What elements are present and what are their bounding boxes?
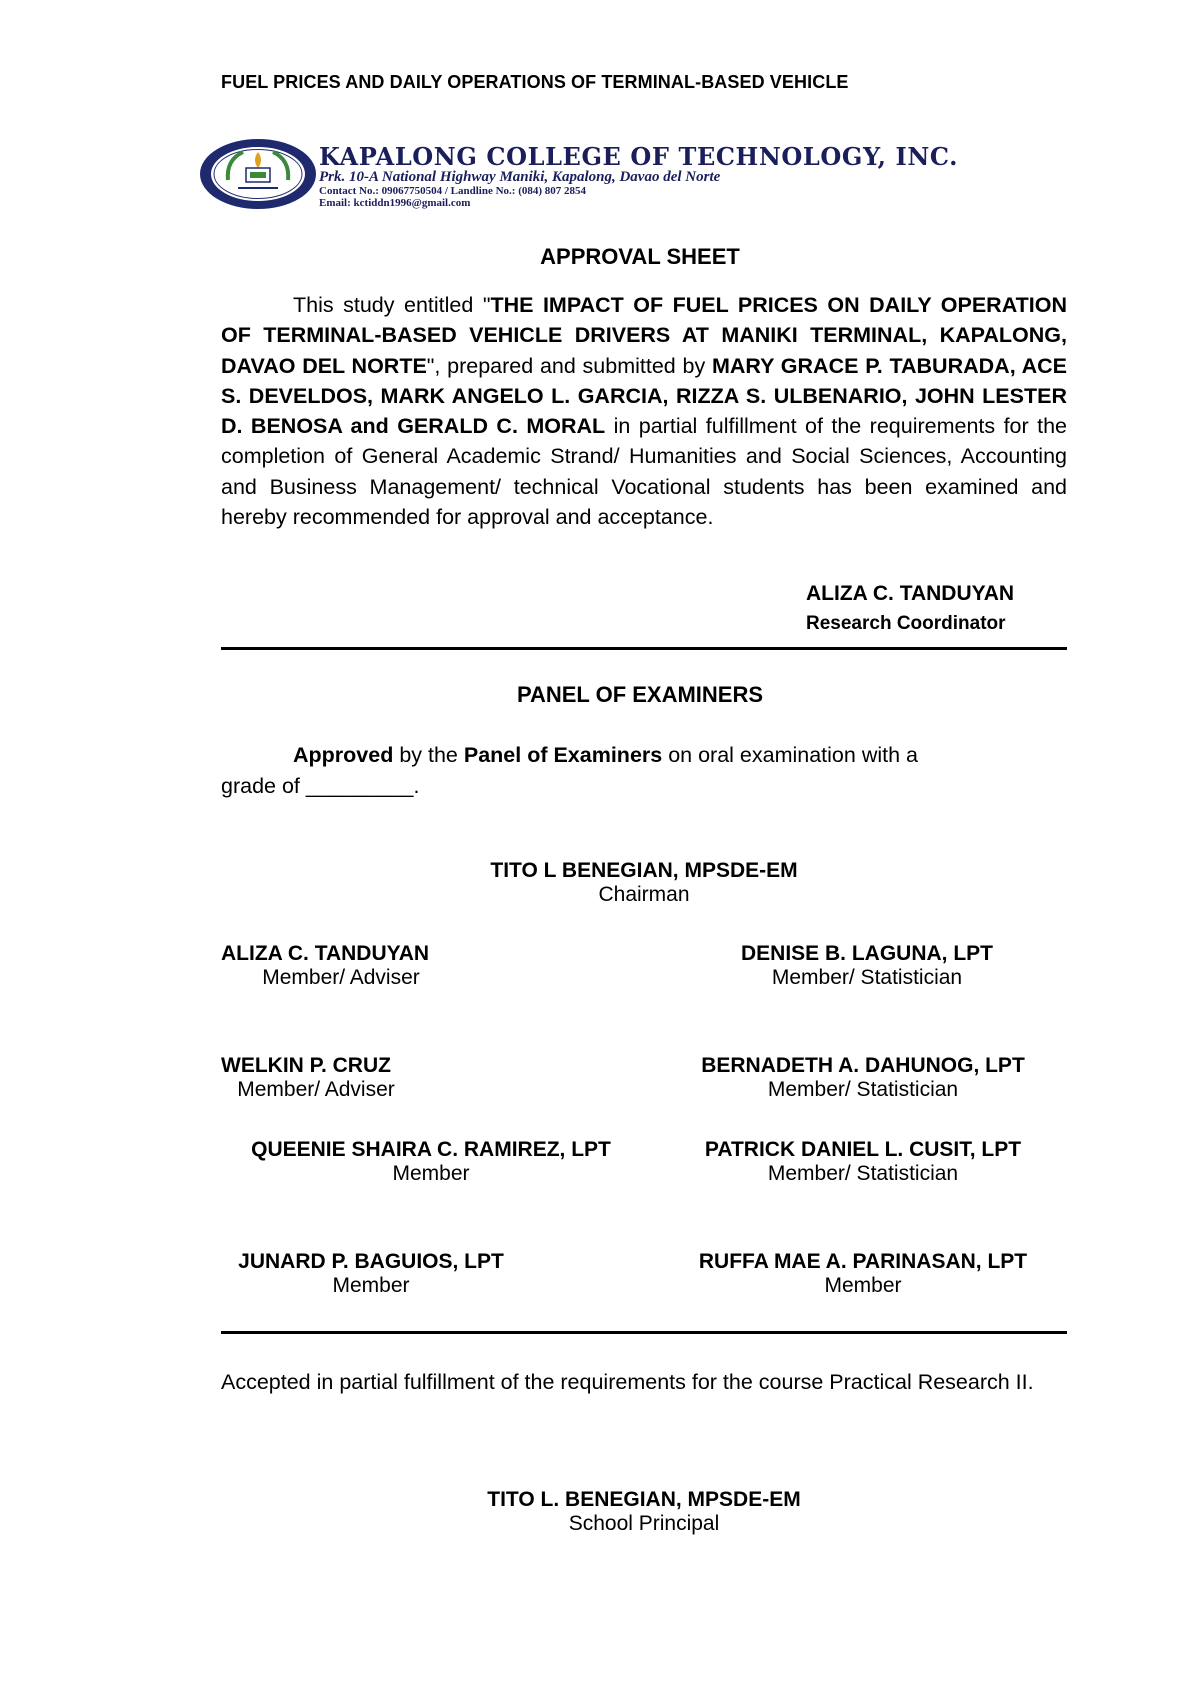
- approved-statement: [293, 743, 918, 768]
- approval-text-1: This study entitled ": [293, 293, 491, 317]
- member-signature: [221, 942, 461, 990]
- member-role: Member: [824, 1274, 902, 1297]
- college-name: KAPALONG COLLEGE OF TECHNOLOGY, INC.: [319, 142, 959, 171]
- coordinator-name: ALIZA C. TANDUYAN: [806, 582, 1015, 605]
- approved-text-tail: on oral examination with a: [662, 743, 918, 767]
- member-signature: [221, 1250, 521, 1298]
- divider-top: [221, 647, 1067, 650]
- member-role: Member: [332, 1274, 410, 1297]
- grade-line: grade of _________.: [221, 774, 420, 798]
- member-role: Member/ Statistician: [771, 966, 963, 989]
- member-name: DENISE B. LAGUNA, LPT: [740, 942, 993, 965]
- member-role: Member/ Adviser: [237, 1078, 395, 1101]
- member-name: JUNARD P. BAGUIOS, LPT: [238, 1250, 504, 1273]
- chairman-role: Chairman: [598, 883, 690, 906]
- principal-signature: [221, 1488, 1067, 1536]
- member-signature: [221, 1054, 411, 1102]
- approval-text-3: in partial fulfillment of the requirements for the completion of General Academic Strand/ Humanities and Social Sciences, Accounting and Business Management/ technical Vocational students has been examined and hereby recommended for approval and acceptance.: [221, 414, 1067, 530]
- approved-text: by the: [393, 743, 464, 767]
- member-role: Member: [392, 1162, 470, 1185]
- study-title: THE IMPACT OF FUEL PRICES ON DAILY OPERATION OF TERMINAL-BASED VEHICLE DRIVERS AT MANIKI TERMINAL, KAPALONG, DAVAO DEL NORTE: [221, 293, 1067, 378]
- approved-word: Approved: [293, 743, 394, 767]
- acceptance-statement: Accepted in partial fulfillment of the requirements for the course Practical Research II.: [221, 1370, 1034, 1394]
- college-email: Email: kctiddn1996@gmail.com: [319, 197, 471, 209]
- member-name: RUFFA MAE A. PARINASAN, LPT: [698, 1250, 1028, 1273]
- panel-of-examiners-text: Panel of Examiners: [463, 743, 663, 767]
- approval-sheet-title: APPROVAL SHEET: [540, 244, 740, 269]
- coordinator-title: Research Coordinator: [806, 613, 1006, 634]
- member-signature: [714, 942, 1020, 990]
- member-name: WELKIN P. CRUZ: [221, 1054, 391, 1077]
- member-name: ALIZA C. TANDUYAN: [221, 942, 430, 965]
- approval-text-2: ", prepared and submitted by: [426, 353, 712, 378]
- member-signature: [221, 1138, 641, 1186]
- principal-name: TITO L. BENEGIAN, MPSDE-EM: [487, 1488, 801, 1511]
- approval-paragraph: [221, 290, 1067, 532]
- college-contact: Contact No.: 09067750504 / Landline No.: (084) 807 2854: [319, 185, 587, 197]
- member-role: Member/ Adviser: [262, 966, 420, 989]
- member-role: Member/ Statistician: [767, 1162, 959, 1185]
- college-letterhead: [198, 138, 1068, 210]
- divider-bottom: [221, 1331, 1067, 1334]
- member-signature: [672, 1054, 1054, 1102]
- member-name: QUEENIE SHAIRA C. RAMIREZ, LPT: [251, 1138, 611, 1161]
- chairman-signature: [221, 859, 1067, 907]
- college-seal-icon: [198, 138, 318, 210]
- chairman-name: TITO L BENEGIAN, MPSDE-EM: [490, 859, 798, 882]
- member-role: Member/ Statistician: [767, 1078, 959, 1101]
- running-header: FUEL PRICES AND DAILY OPERATIONS OF TERMINAL-BASED VEHICLE: [221, 72, 849, 92]
- member-signature: [672, 1138, 1054, 1186]
- principal-role: School Principal: [568, 1512, 720, 1535]
- panel-title: PANEL OF EXAMINERS: [516, 682, 764, 707]
- member-name: BERNADETH A. DAHUNOG, LPT: [701, 1054, 1025, 1077]
- authors: MARY GRACE P. TABURADA, ACE S. DEVELDOS, MARK ANGELO L. GARCIA, RIZZA S. ULBENARIO, JOHN LESTER D. BENOSA and GERALD C. MORAL: [221, 353, 1067, 439]
- member-name: PATRICK DANIEL L. CUSIT, LPT: [704, 1138, 1022, 1161]
- college-address: Prk. 10-A National Highway Maniki, Kapalong, Davao del Norte: [319, 169, 721, 185]
- member-signature: [672, 1250, 1054, 1298]
